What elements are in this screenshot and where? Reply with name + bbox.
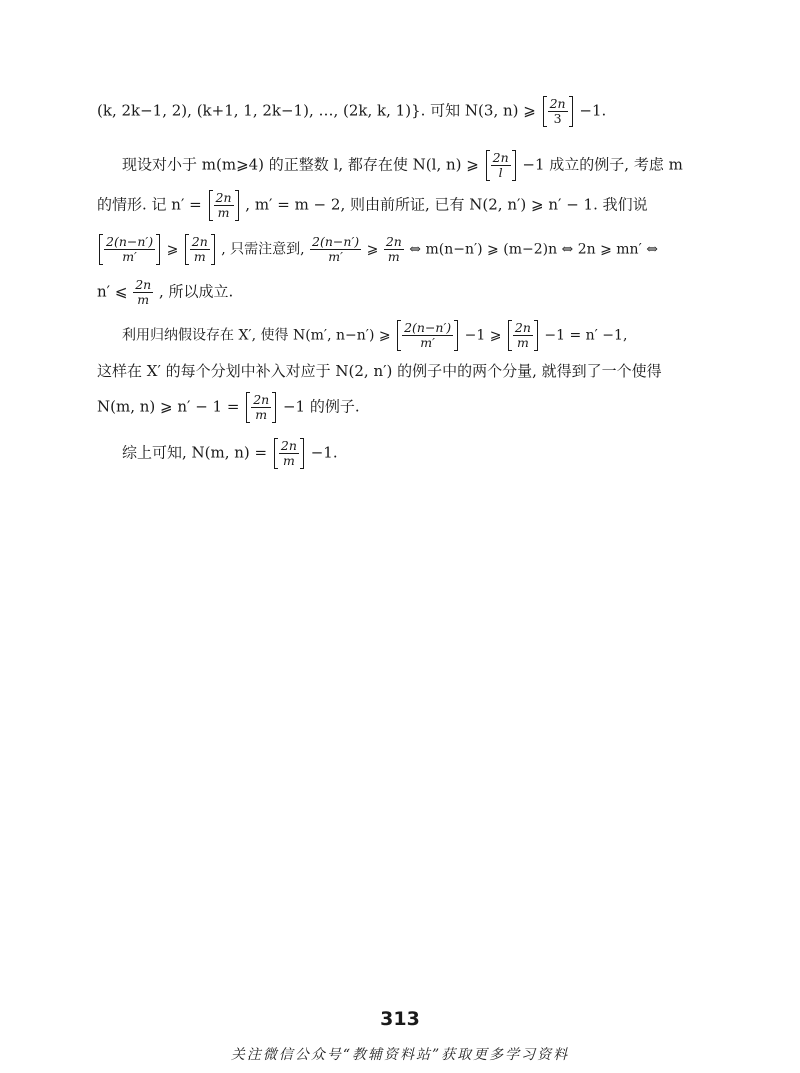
floor-bracket [274,438,304,469]
fraction [548,97,568,126]
text-segment: −1 = n′ −1, [544,327,628,344]
fraction-numerator: 2n [514,320,531,335]
fraction-numerator: 2n [191,234,208,249]
text-line-5 [97,278,707,307]
text-segment: −1 ⩾ [464,327,502,344]
fraction-denominator: m [387,249,400,264]
floor-bracket [246,392,276,423]
fraction [513,321,533,350]
text-segment: (k, 2k−1, 2), (k+1, 1, 2k−1), …, (2k, k, 1)}. 可知 N(3, n) ⩾ [97,101,536,120]
text-segment: −1. [579,101,607,120]
text-segment: , 只需注意到, [221,241,305,258]
floor-bracket [209,190,239,221]
text-segment: N(m, n) ⩾ n′ − 1 = [97,397,240,416]
fraction-denominator: m′ [328,249,343,264]
fraction [104,235,155,264]
fraction [214,191,234,220]
floor-bracket [99,234,160,265]
fraction-denominator: 3 [553,111,562,126]
fraction-denominator: m′ [122,249,137,264]
fraction [310,235,361,264]
text-segment: 综上可知, N(m, n) = [122,443,268,462]
fraction-numerator: 2n [253,392,270,407]
text-segment: ⩾ [166,241,179,258]
text-line-1 [97,96,707,127]
text-line-6 [122,320,732,351]
fraction [133,278,153,307]
page-number: 313 [380,1008,420,1030]
text-segment: −1 成立的例子, 考虑 m [522,155,683,174]
text-segment: 现设对小于 m(m⩾4) 的正整数 l, 都存在使 N(l, n) ⩾ [122,155,479,174]
text-line-8 [97,392,707,423]
fraction-numerator: 2n [492,150,509,165]
fraction-denominator: m′ [420,335,435,350]
fraction-numerator: 2n [135,277,152,292]
text-line-2 [122,150,732,181]
text-segment: −1. [310,443,338,462]
fraction [251,393,271,422]
text-segment: ⇔ m(n−n′) ⩾ (m−2)n ⇔ 2n ⩾ mn′ ⇔ [409,241,658,258]
text-segment: , 所以成立. [158,282,234,301]
text-segment: ⩾ [366,241,379,258]
fraction-denominator: m [255,407,268,422]
fraction-numerator: 2(n−n′) [312,234,360,249]
text-line-9 [122,438,732,469]
floor-bracket [486,150,516,181]
footer-note: 关注微信公众号“教辅资料站”获取更多学习资料 [230,1047,570,1063]
fraction [190,235,210,264]
fraction [279,439,299,468]
fraction [491,151,511,180]
floor-bracket [508,320,538,351]
fraction-denominator: m [193,249,206,264]
fraction-numerator: 2n [549,96,566,111]
text-segment: 利用归纳假设存在 X′, 使得 N(m′, n−n′) ⩾ [122,327,391,344]
floor-bracket [185,234,215,265]
text-line-4 [97,234,707,265]
fraction-denominator: m [137,292,150,307]
fraction [402,321,453,350]
fraction [384,235,404,264]
fraction-denominator: m [282,453,295,468]
text-line-3 [97,190,707,221]
fraction-numerator: 2n [215,190,232,205]
text-segment: 的情形. 记 n′ = [97,195,202,214]
floor-bracket [397,320,458,351]
fraction-numerator: 2n [385,234,402,249]
text-segment: 这样在 X′ 的每个分划中补入对应于 N(2, n′) 的例子中的两个分量, 就得到了一个使得 [97,362,662,380]
text-segment: , m′ = m − 2, 则由前所证, 已有 N(2, n′) ⩾ n′ − 1. 我们说 [245,195,648,214]
fraction-numerator: 2n [280,438,297,453]
text-segment: n′ ⩽ [97,282,128,301]
text-line-7 [97,360,707,382]
fraction-denominator: m [517,335,529,350]
fraction-numerator: 2(n−n′) [106,234,154,249]
fraction-denominator: m [217,205,230,220]
fraction-denominator: l [498,165,503,180]
text-segment: −1 的例子. [282,397,360,416]
fraction-numerator: 2(n−n′) [404,320,452,335]
floor-bracket [543,96,573,127]
